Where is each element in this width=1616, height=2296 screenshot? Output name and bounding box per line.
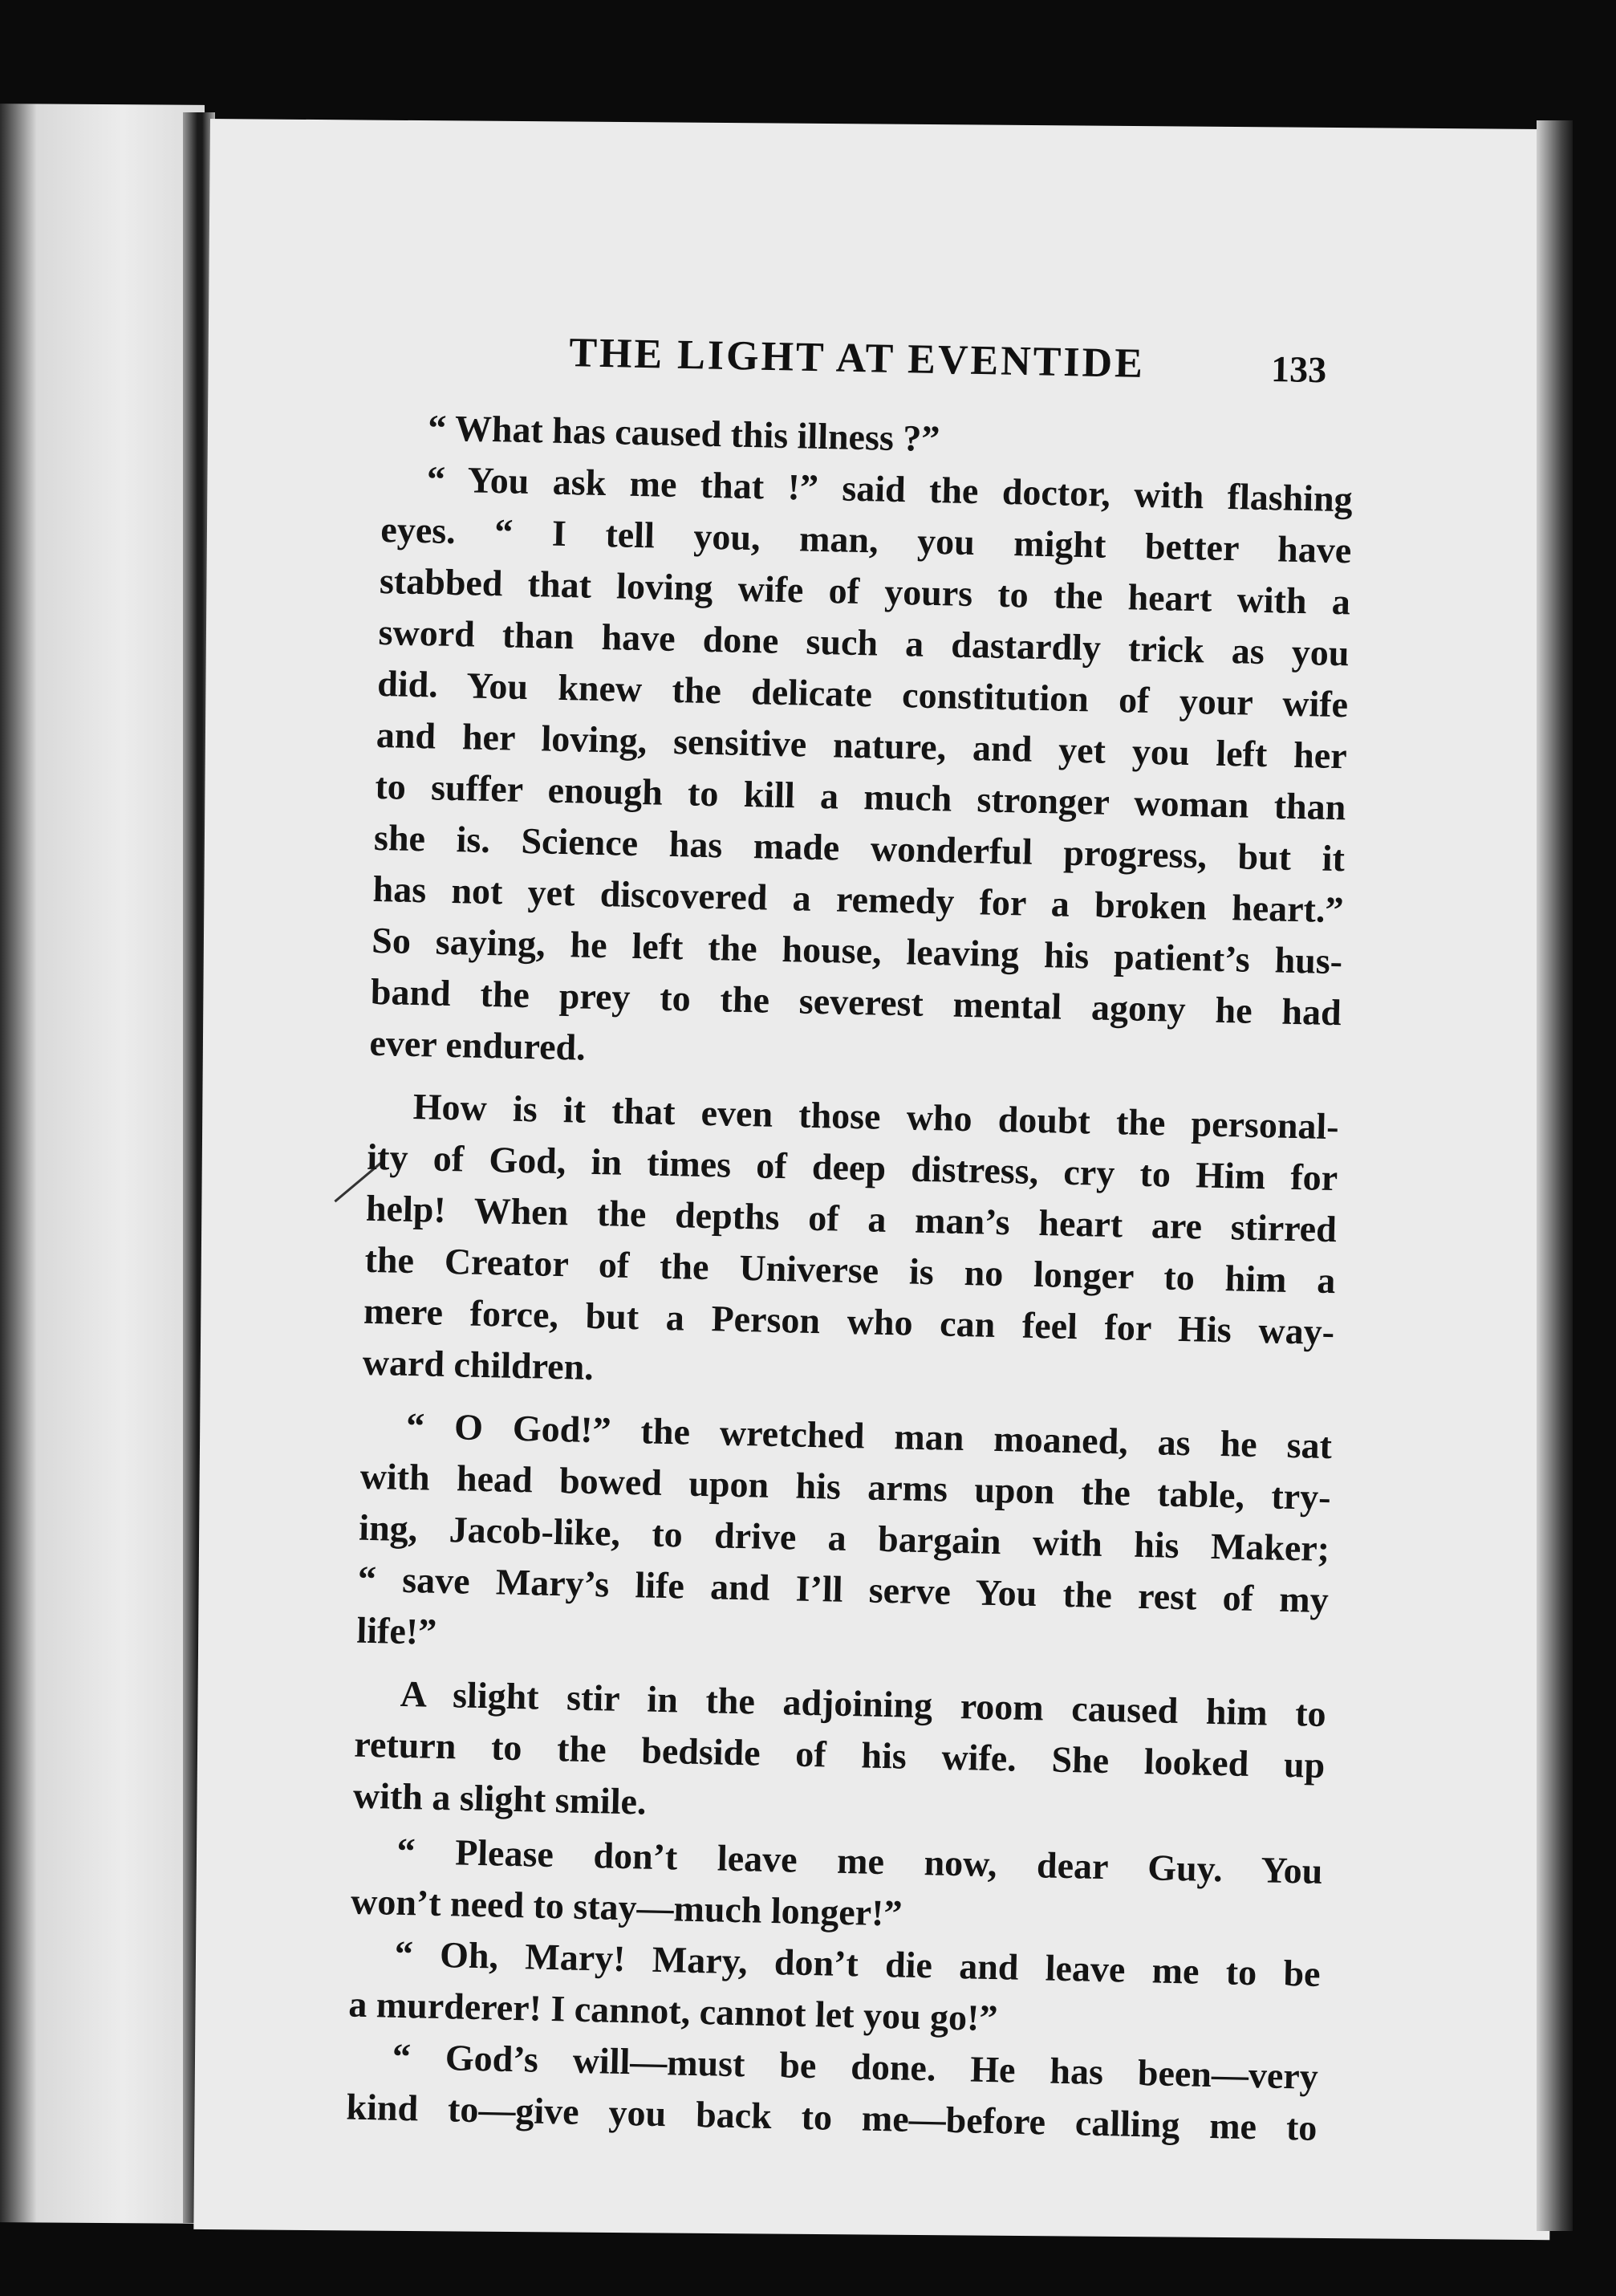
- text-line: “ save Mary’s life and I’ll serve You the rest of my: [357, 1558, 1330, 1621]
- text-line: How is it that even those who doubt the personal-: [412, 1086, 1340, 1148]
- text-line: “ God’s will—must be done. He has been—very: [392, 2035, 1319, 2097]
- text-line: “ What has caused this illness ?”: [427, 407, 940, 460]
- text-line: to suffer enough to kill a much stronger woman than: [374, 765, 1346, 828]
- text-line: eyes. “ I tell you, man, you might better have: [380, 508, 1352, 571]
- text-line: mere force, but a Person who can feel for His way-: [363, 1290, 1335, 1353]
- text-line: ward children.: [362, 1341, 595, 1388]
- paragraph: [362, 1080, 1339, 1409]
- text-line: A slight stir in the adjoining room caused him to: [400, 1672, 1327, 1735]
- text-line: stabbed that loving wife of yours to the heart with a: [379, 559, 1351, 623]
- text-line: “ You ask me that !” said the doctor, with flashing: [426, 458, 1354, 520]
- running-head: THE LIGHT AT EVENTIDE: [568, 330, 1146, 387]
- text-line: won’t need to stay—much longer!”: [350, 1880, 903, 1934]
- page-edge-shadow: [1537, 120, 1573, 2231]
- page-number: 133: [1270, 347, 1327, 391]
- paragraph: [356, 1400, 1333, 1677]
- paragraph: [369, 453, 1353, 1090]
- text-line: a murderer! I cannot, cannot let you go!”: [347, 1983, 998, 2039]
- text-line: “ Please don’t leave me now, dear Guy. You: [396, 1830, 1323, 1892]
- text-line: she is. Science has made wonderful progress, but it: [373, 816, 1346, 880]
- text-line: So saying, he left the house, leaving his patient’s hus-: [371, 919, 1343, 982]
- facing-page-edge: [0, 104, 205, 2224]
- text-line: has not yet discovered a remedy for a broken heart.”: [372, 868, 1345, 931]
- text-line: and her loving, sensitive nature, and yet you left her: [376, 713, 1348, 777]
- text-line: ing, Jacob-like, to drive a bargain with his Maker;: [358, 1506, 1330, 1570]
- text-line: ity of God, in times of deep distress, cry to Him for: [366, 1136, 1338, 1199]
- text-line: return to the bedside of his wife. She looked up: [353, 1723, 1326, 1786]
- paragraph: [352, 1668, 1326, 1843]
- text-line: band the prey to the severest mental agony he had: [370, 970, 1342, 1034]
- text-line: did. You knew the delicate constitution of your wife: [376, 662, 1349, 725]
- text-line: with head bowed upon his arms upon the table, try-: [359, 1455, 1332, 1518]
- text-line: “ Oh, Mary! Mary, don’t die and leave me to be: [394, 1932, 1322, 1994]
- body-text: [346, 401, 1354, 2154]
- text-line: “ O God!” the wretched man moaned, as he sat: [405, 1404, 1333, 1467]
- text-line: kind to—give you back to me—before calling me to: [346, 2086, 1318, 2148]
- text-line: sword than have done such a dastardly trick as you: [378, 611, 1350, 674]
- text-line: with a slight smile.: [352, 1774, 648, 1823]
- text-line: help! When the depths of a man’s heart are stirred: [365, 1187, 1338, 1250]
- text-line: life!”: [356, 1609, 437, 1652]
- text-line: the Creator of the Universe is no longer to him a: [364, 1238, 1336, 1302]
- text-line: ever endured.: [369, 1022, 587, 1068]
- paragraph: [346, 2030, 1319, 2154]
